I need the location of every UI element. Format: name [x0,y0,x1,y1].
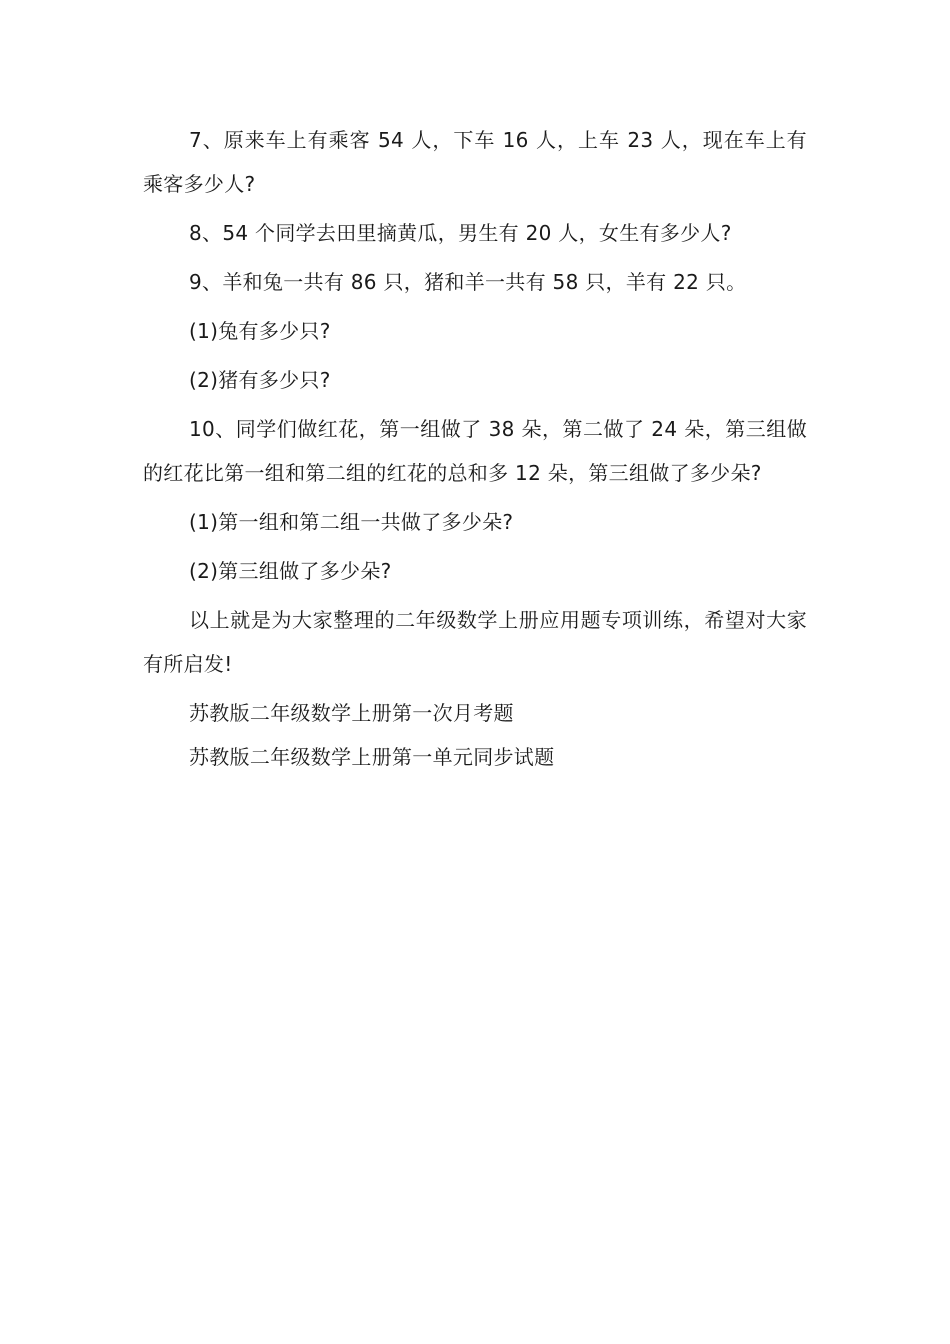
related-link-first-monthly-exam[interactable]: 苏教版二年级数学上册第一次月考题 [189,701,514,725]
question-7: 7、原来车上有乘客 54 人，下车 16 人，上车 23 人，现在车上有乘客多少人? [143,128,807,196]
related-link-unit-one-test[interactable]: 苏教版二年级数学上册第一单元同步试题 [189,745,555,769]
question-10-part-2: (2)第三组做了多少朵? [189,559,392,583]
question-9-part-2: (2)猪有多少只? [189,368,331,392]
question-10: 10、同学们做红花，第一组做了 38 朵，第二做了 24 朵，第三组做的红花比第一组和第二组的红花的总和多 12 朵，第三组做了多少朵? [143,417,807,485]
question-9: 9、羊和兔一共有 86 只，猪和羊一共有 58 只，羊有 22 只。 [189,270,747,294]
question-8: 8、54 个同学去田里摘黄瓜，男生有 20 人，女生有多少人? [189,221,732,245]
question-10-part-1: (1)第一组和第二组一共做了多少朵? [189,510,514,534]
question-9-part-1: (1)兔有多少只? [189,319,331,343]
closing-paragraph: 以上就是为大家整理的二年级数学上册应用题专项训练，希望对大家有所启发! [143,608,807,676]
document-body [143,118,807,779]
